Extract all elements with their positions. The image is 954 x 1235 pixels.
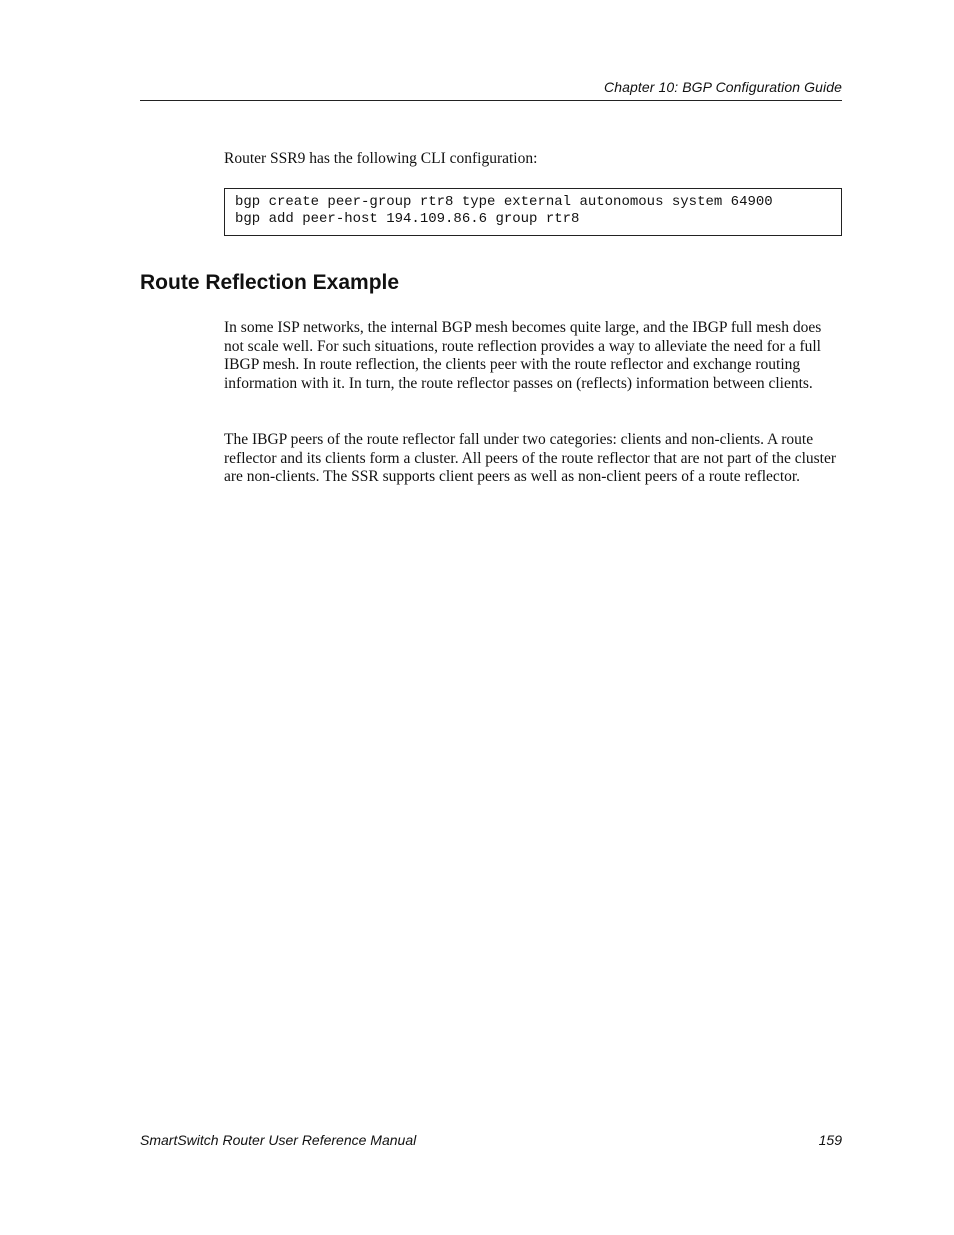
section-heading: Route Reflection Example xyxy=(140,271,400,294)
body-paragraph: In some ISP networks, the internal BGP mesh becomes quite large, and the IBGP full mesh does not scale well. For such situations, route reflection provides a way to alleviate the need for a full IBGP mesh. In route reflection, the clients peer with the route reflector and exchange routing information with it. In turn, the route reflector passes on (reflects) information between clients. xyxy=(224,319,822,392)
body-paragraph: The IBGP peers of the route reflector fall under two categories: clients and non-clients. A route reflector and its clients form a cluster. All peers of the route reflector that are not part of the cluster are non-clients. The SSR supports client peers as well as non-client peers of a route reflector. xyxy=(224,431,837,486)
page-number: 159 xyxy=(818,1132,842,1148)
code-block xyxy=(224,188,842,236)
running-header: Chapter 10: BGP Configuration Guide xyxy=(603,79,842,95)
code-line: bgp create peer-group rtr8 type external autonomous system 64900 xyxy=(235,194,773,210)
header-rule xyxy=(140,100,842,101)
footer-manual-title: SmartSwitch Router User Reference Manual xyxy=(140,1132,417,1148)
intro-text: Router SSR9 has the following CLI configuration: xyxy=(224,150,538,167)
code-line: bgp add peer-host 194.109.86.6 group rtr8 xyxy=(235,211,580,227)
